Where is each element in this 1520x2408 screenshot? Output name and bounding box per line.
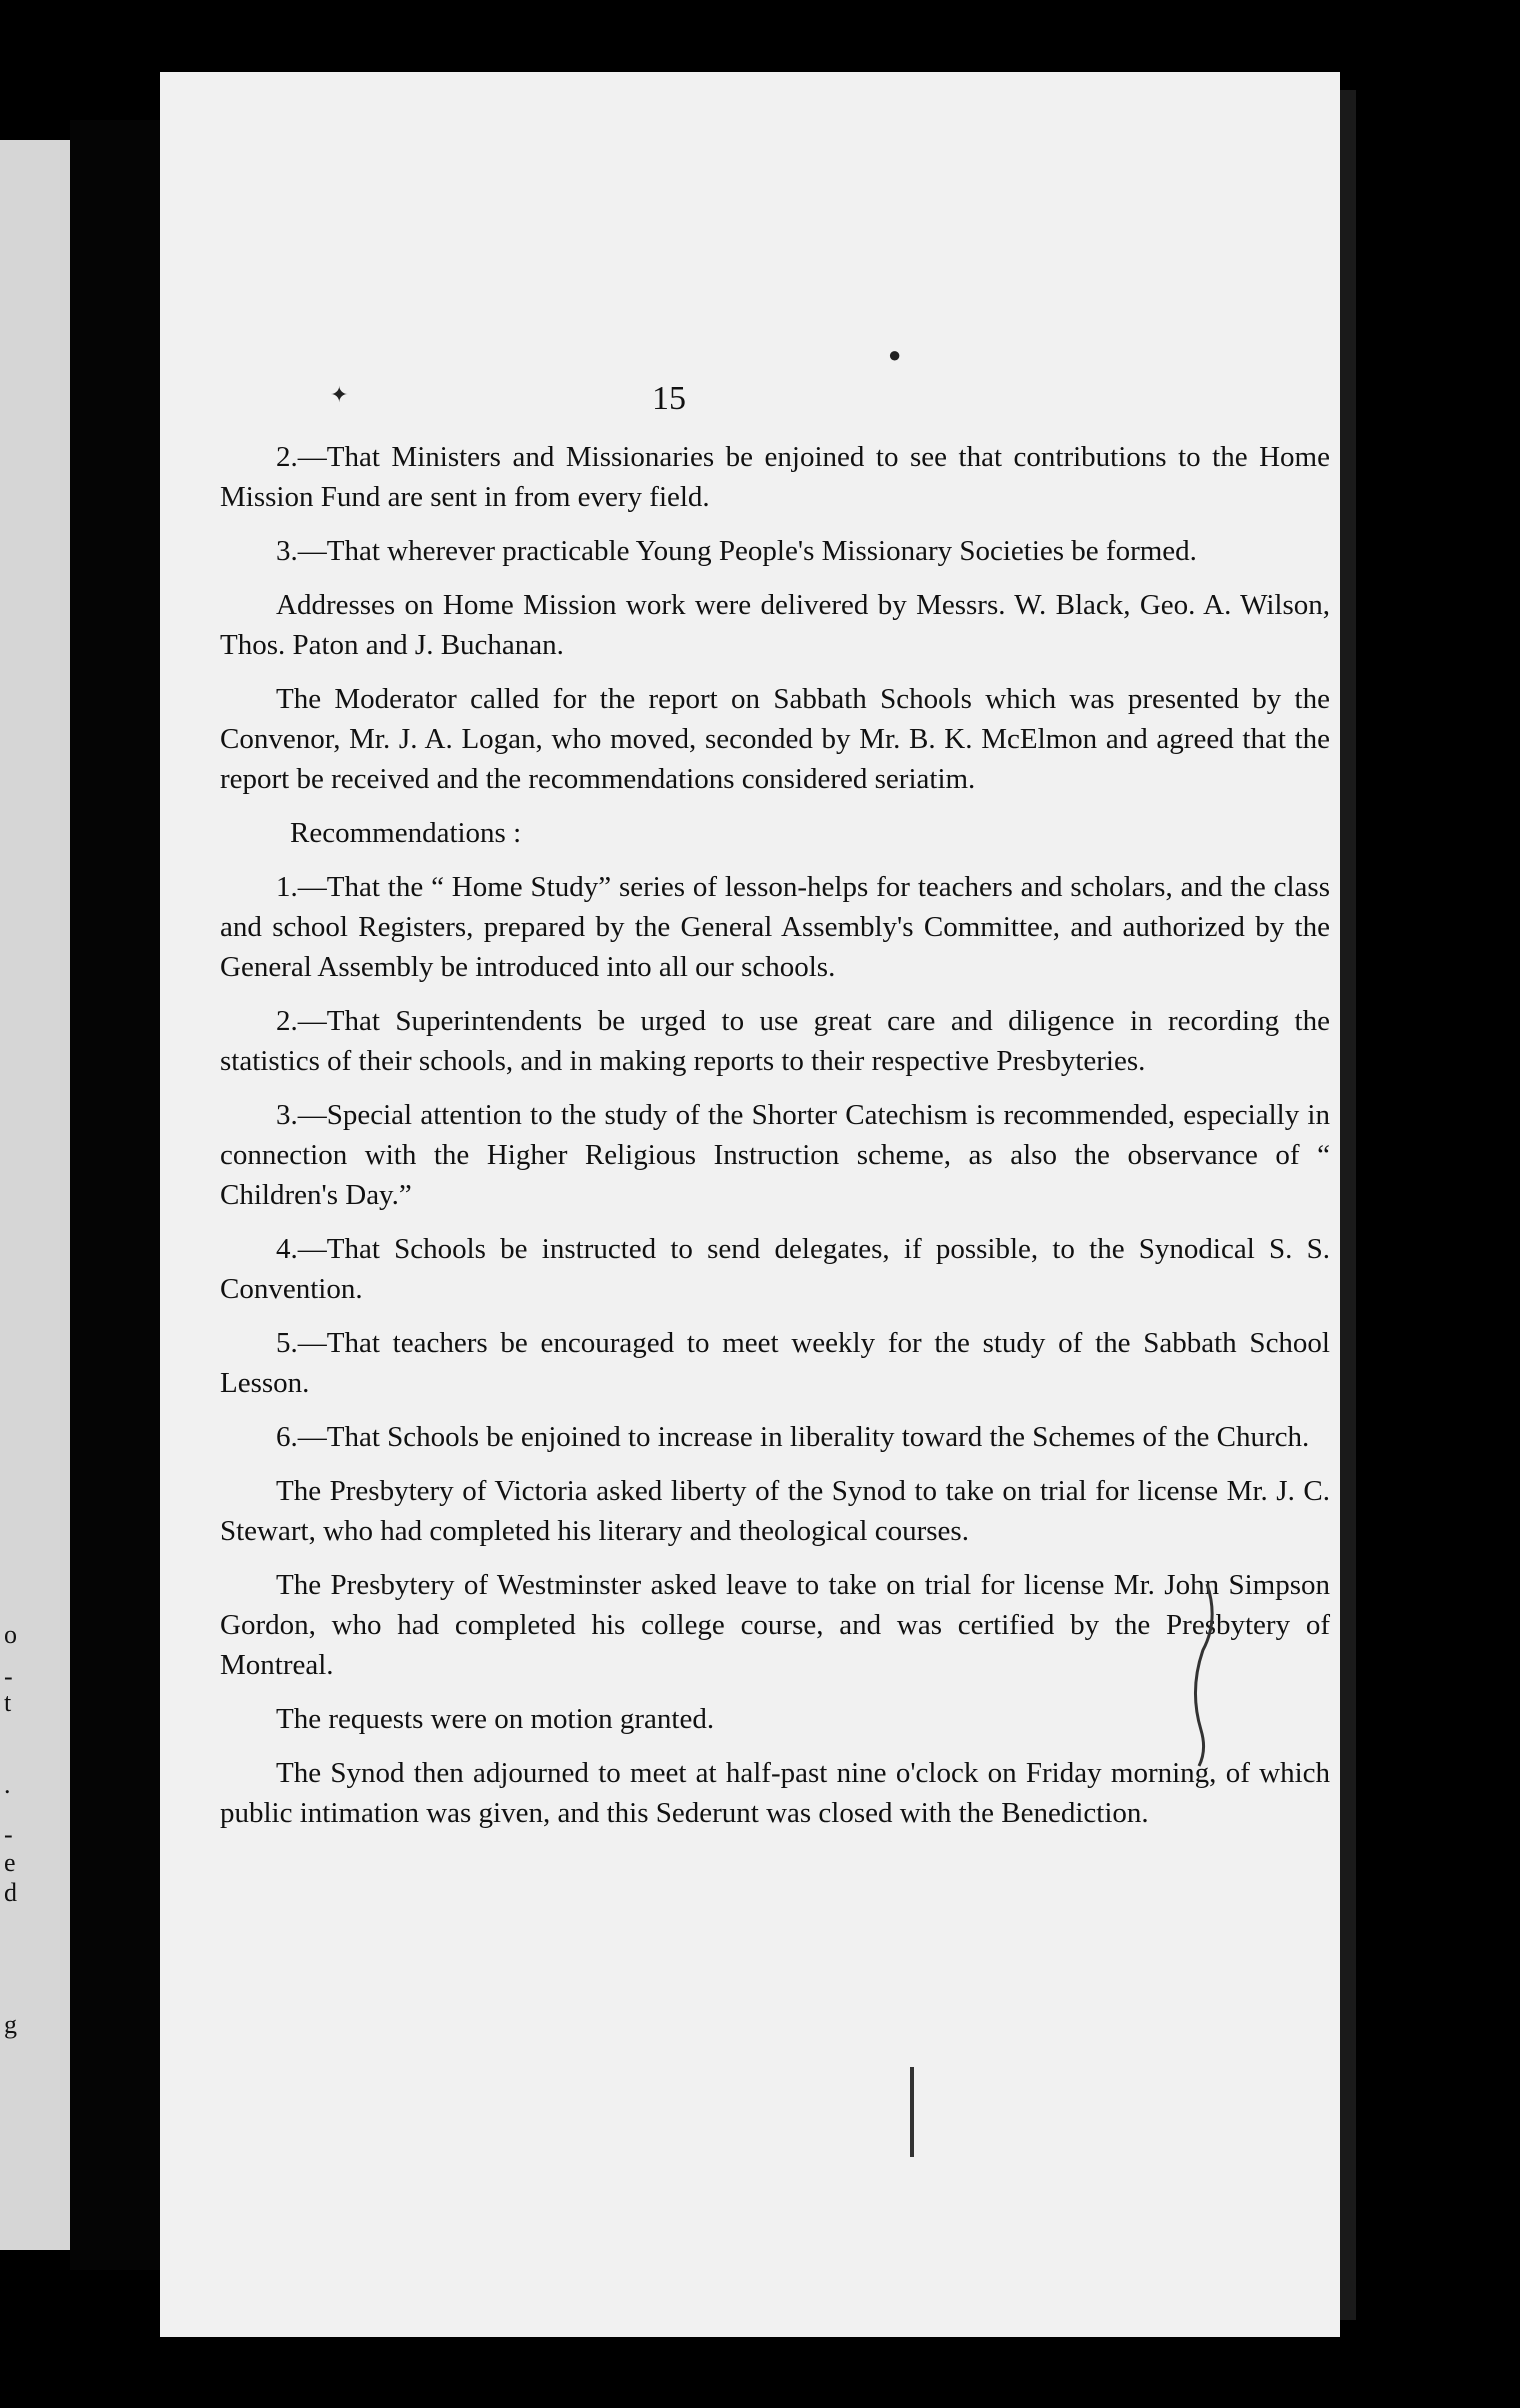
book-gutter <box>70 120 162 2270</box>
facing-page-char: . <box>4 1770 11 1799</box>
recommendations-heading: Recommendations : <box>290 817 522 849</box>
facing-page-char: o <box>4 1620 17 1649</box>
paragraph: The Moderator called for the report on Sabbath Schools which was presented by the Convenor, Mr. J. A. Logan, who moved, seconded by Mr. B. K. McElmon and agreed that the report be received and the recommendations considered seriatim. <box>220 683 1330 795</box>
recommendation-item: 5.—That teachers be encouraged to meet weekly for the study of the Sabbath School Lesson. <box>220 1327 1330 1399</box>
facing-page-char: - <box>4 1662 13 1691</box>
paragraph: The Presbytery of Victoria asked liberty of the Synod to take on trial for license Mr. J. C. Stewart, who had completed his literary and theological courses. <box>220 1475 1330 1547</box>
ink-speck: ● <box>888 342 902 367</box>
recommendation-item: 3.—That wherever practicable Young People's Missionary Societies be formed. <box>276 535 1197 567</box>
facing-page-char: - <box>4 1820 13 1849</box>
facing-page-char: e <box>4 1848 16 1877</box>
recommendation-item: 3.—Special attention to the study of the Shorter Catechism is recommended, especially in connection with the Higher Religious Instruction scheme, as also the observance of “ Children's Day.” <box>220 1099 1330 1211</box>
paragraph: The requests were on motion granted. <box>276 1703 715 1735</box>
document-page <box>160 72 1340 2337</box>
pencil-stroke-mark <box>910 2067 914 2157</box>
paragraph: The Synod then adjourned to meet at half-past nine o'clock on Friday morning, of which public intimation was given, and this Sederunt was closed with the Benediction. <box>220 1757 1330 1829</box>
page-number: 15 <box>652 380 686 417</box>
ink-speck: ✦ <box>330 382 349 407</box>
recommendation-item: 1.—That the “ Home Study” series of lesson-helps for teachers and scholars, and the class and school Registers, prepared by the General Assembly's Committee, and authorized by the General Assembly be introduced into all our schools. <box>220 871 1330 983</box>
recommendation-item: 4.—That Schools be instructed to send delegates, if possible, to the Synodical S. S. Convention. <box>220 1233 1330 1305</box>
page-body <box>220 437 1330 1847</box>
paragraph: The Presbytery of Westminster asked leave to take on trial for license Mr. John Simpson Gordon, who had completed his college course, and was certified by the Presbytery of Montreal. <box>220 1569 1330 1681</box>
facing-page-edge <box>0 140 70 2250</box>
recommendation-item: 2.—That Ministers and Missionaries be enjoined to see that contributions to the Home Mission Fund are sent in from every field. <box>220 441 1330 513</box>
facing-page-char: g <box>4 2010 17 2039</box>
facing-page-char: t <box>4 1688 12 1717</box>
pencil-bracket-mark <box>1185 1580 1225 1770</box>
paragraph: Addresses on Home Mission work were delivered by Messrs. W. Black, Geo. A. Wilson, Thos. Paton and J. Buchanan. <box>220 589 1330 661</box>
recommendation-item: 2.—That Superintendents be urged to use great care and diligence in recording the statistics of their schools, and in making reports to their respective Presbyteries. <box>220 1005 1330 1077</box>
facing-page-char: d <box>4 1878 17 1907</box>
recommendation-item: 6.—That Schools be enjoined to increase in liberality toward the Schemes of the Church. <box>276 1421 1310 1453</box>
page-edge-shadow <box>1340 90 1356 2320</box>
